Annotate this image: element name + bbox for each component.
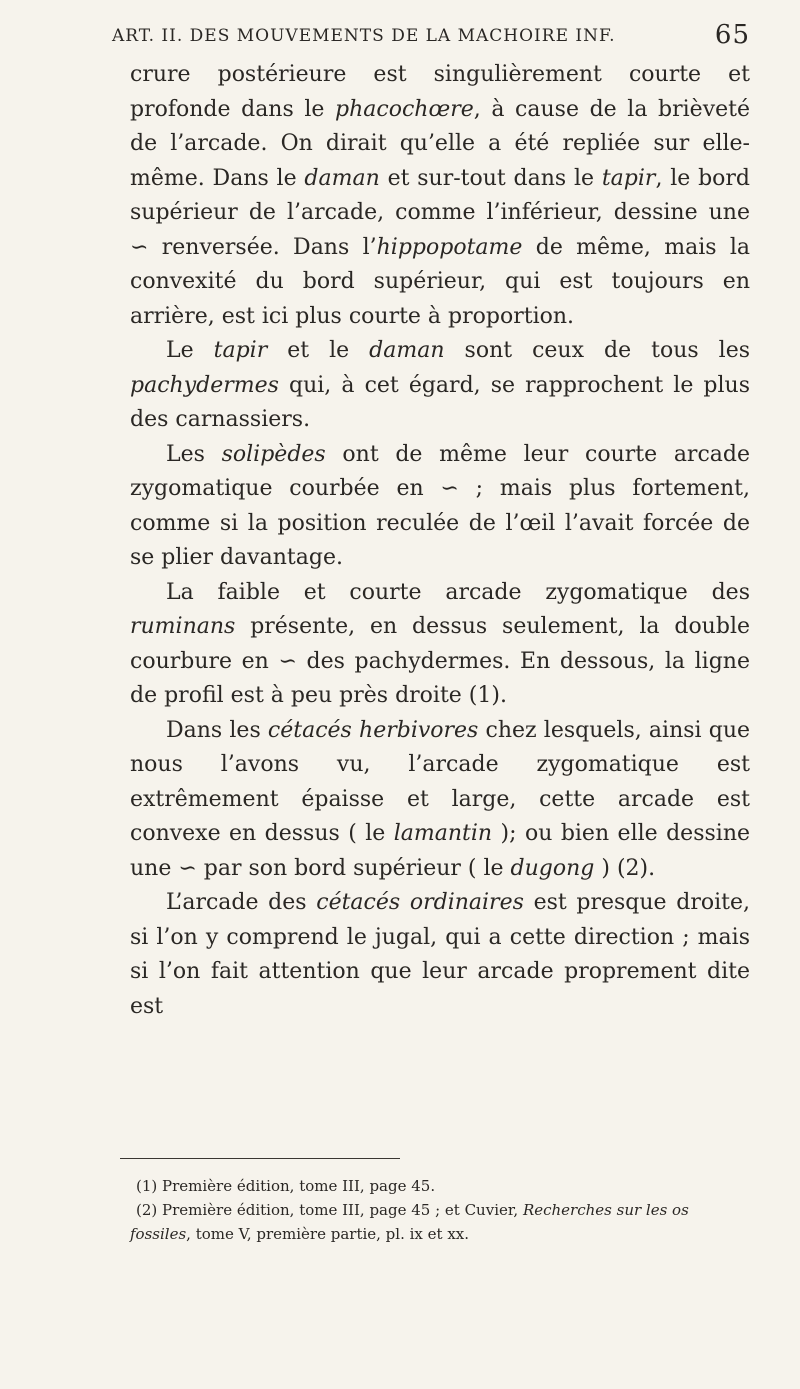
footnote-rule [120,1158,400,1159]
footnote: (1) Première édition, tome III, page 45. [136,1177,436,1195]
paragraph: L’arcade des cétacés ordinaires est presque droite, si l’on y comprend le jugal, qui a cette direction ; mais si l’on fait attention que leur arcade proprement dite est [130,890,750,1019]
paragraph: Les solipèdes ont de même leur courte arcade zygomatique courbée en ∽ ; mais plus fortement, comme si la position reculée de l’œil l’avait forcée de se plier davantage. [130,441,750,570]
footnote: (2) Première édition, tome III, page 45 ; et Cuvier, Recherches sur les os fossiles, tome V, première partie, pl. ix et xx. [130,1201,689,1243]
page-number: 65 [714,20,750,50]
paragraph: Le tapir et le daman sont ceux de tous les pachydermes qui, à cet égard, se rapprochent le plus des carnassiers. [130,338,751,432]
body-text [130,58,750,1024]
running-head: ART. II. DES MOUVEMENTS DE LA MACHOIRE INF. [112,26,616,46]
paragraph: La faible et courte arcade zygomatique des ruminans présente, en dessus seulement, la double courbure en ∽ des pachydermes. En dessous, la ligne de profil est à peu près droite (1). [130,579,750,708]
footnotes [130,1174,750,1246]
paragraph: Dans les cétacés herbivores chez lesquels, ainsi que nous l’avons vu, l’arcade zygomatique est extrêmement épaisse et large, cette arcade est convexe en dessus ( le lamantin ); ou bien elle dessine une ∽ par son bord supérieur ( le dugong ) (2). [130,717,751,881]
page-header [112,16,752,52]
paragraph: crure postérieure est singulièrement courte et profonde dans le phacochœre, à cause de la brièveté de l’arcade. On dirait qu’elle a été repliée sur elle-même. Dans le daman et sur-tout dans le tapir, le bord supérieur de l’arcade, comme l’inférieur, dessine une ∽ renversée. Dans l’hippopotame de même, mais la convexité du bord supérieur, qui est toujours en arrière, est ici plus courte à proportion. [130,62,751,329]
